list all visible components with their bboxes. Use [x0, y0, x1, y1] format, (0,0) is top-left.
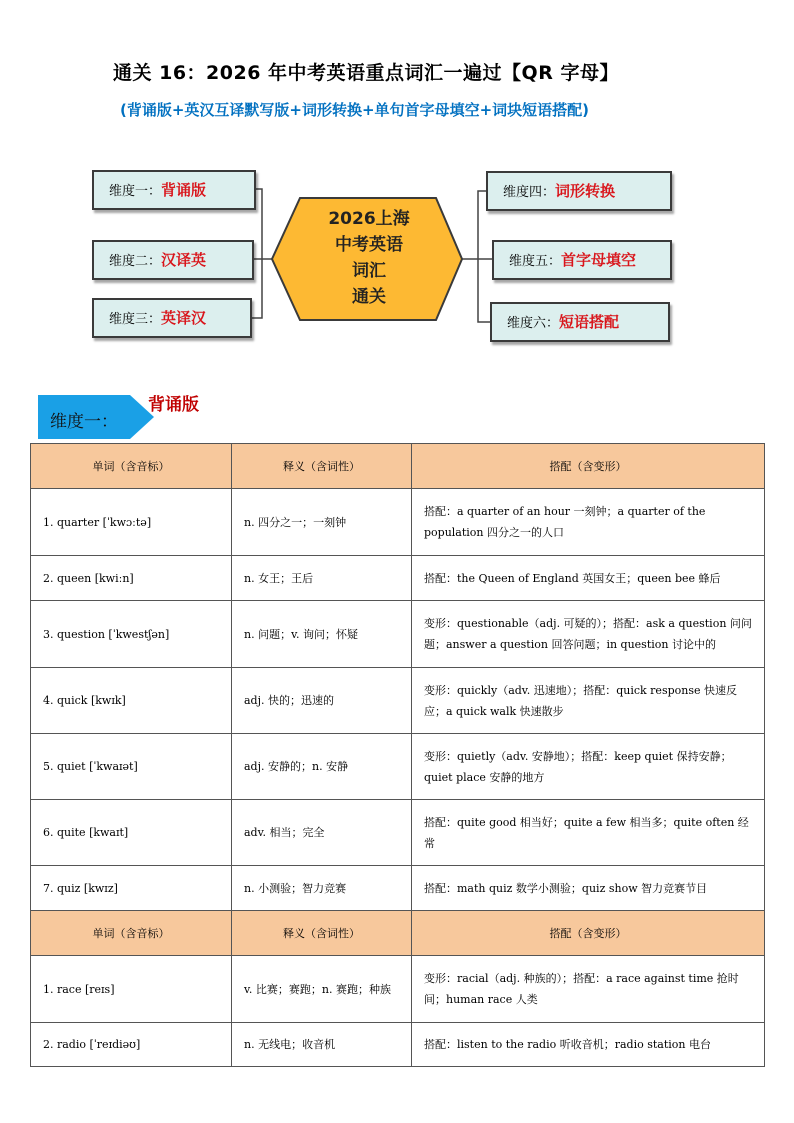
vocab-table: [30, 443, 765, 1067]
collocation-cell: 变形：racial（adj. 种族的）；搭配：a race against time 抢时间；human race 人类: [412, 956, 765, 1023]
header-meaning: 释义（含词性）: [232, 444, 412, 489]
word-cell: 7. quiz [kwɪz]: [31, 866, 232, 911]
collocation-cell: 变形：questionable（adj. 可疑的）；搭配：ask a question 问问题；answer a question 回答问题；in question 讨论中的: [412, 601, 765, 668]
dimension-label: 维度五：: [509, 254, 562, 269]
section-tag-label: 维度一：: [50, 412, 118, 432]
table-row: [31, 800, 765, 866]
section-name: 背诵版: [148, 395, 199, 415]
table-row: [31, 489, 765, 556]
meaning-cell: adv. 相当；完全: [232, 800, 412, 866]
dimension-label: 维度二：: [109, 254, 162, 269]
word-cell: 5. quiet [ˈkwaɪət]: [31, 734, 232, 800]
collocation-cell: 变形：quietly（adv. 安静地）；搭配：keep quiet 保持安静；quiet place 安静的地方: [412, 734, 765, 800]
word-cell: 1. race [reɪs]: [31, 956, 232, 1023]
table-row: [31, 1023, 765, 1067]
header-word: 单词（含音标）: [31, 444, 232, 489]
meaning-cell: v. 比赛；赛跑；n. 赛跑；种族: [232, 956, 412, 1023]
center-line-1: 2026上海: [328, 209, 410, 229]
header-collocation: 搭配（含变形）: [412, 911, 765, 956]
dimension-box-5: [492, 240, 672, 280]
table-header-row: [31, 444, 765, 489]
table-row: [31, 734, 765, 800]
dimension-name: 背诵版: [161, 181, 207, 199]
word-cell: 3. question [ˈkwestʃən]: [31, 601, 232, 668]
table-header-row: [31, 911, 765, 956]
document-title: 通关 16：2026 年中考英语重点词汇一遍过【QR 字母】: [113, 62, 619, 84]
collocation-cell: 搭配：math quiz 数学小测验；quiz show 智力竞赛节目: [412, 866, 765, 911]
center-line-2: 中考英语: [335, 235, 403, 255]
dimension-box-1: [92, 170, 256, 210]
header-meaning: 释义（含词性）: [232, 911, 412, 956]
center-line-3: 词汇: [352, 261, 386, 281]
table-row: [31, 601, 765, 668]
collocation-cell: 搭配：a quarter of an hour 一刻钟；a quarter of the population 四分之一的人口: [412, 489, 765, 556]
word-cell: 6. quite [kwaɪt]: [31, 800, 232, 866]
dimension-label: 维度一：: [109, 184, 162, 199]
word-cell: 4. quick [kwɪk]: [31, 668, 232, 734]
word-cell: 2. radio [ˈreɪdiəʊ]: [31, 1023, 232, 1067]
dimension-box-2: [92, 240, 254, 280]
table-row: [31, 956, 765, 1023]
meaning-cell: n. 小测验；智力竞赛: [232, 866, 412, 911]
center-line-4: 通关: [352, 287, 386, 307]
dimension-name: 汉译英: [161, 251, 207, 269]
table-row: [31, 668, 765, 734]
dimension-name: 短语搭配: [559, 313, 620, 331]
document-subtitle: (背诵版+英汉互译默写版+词形转换+单句首字母填空+词块短语搭配): [120, 101, 589, 119]
dimension-box-3: [92, 298, 252, 338]
dimension-name: 词形转换: [555, 182, 616, 200]
word-cell: 1. quarter [ˈkwɔːtə]: [31, 489, 232, 556]
collocation-cell: 搭配：quite good 相当好；quite a few 相当多；quite often 经常: [412, 800, 765, 866]
header-word: 单词（含音标）: [31, 911, 232, 956]
table-row: [31, 866, 765, 911]
dimension-name: 英译汉: [161, 309, 207, 327]
meaning-cell: n. 无线电；收音机: [232, 1023, 412, 1067]
dimension-name: 首字母填空: [561, 251, 637, 269]
word-cell: 2. queen [kwiːn]: [31, 556, 232, 601]
dimension-label: 维度三：: [109, 312, 162, 327]
collocation-cell: 搭配：the Queen of England 英国女王；queen bee 蜂后: [412, 556, 765, 601]
meaning-cell: adj. 安静的；n. 安静: [232, 734, 412, 800]
collocation-cell: 变形：quickly（adv. 迅速地）；搭配：quick response 快速反应；a quick walk 快速散步: [412, 668, 765, 734]
dimension-label: 维度六：: [507, 316, 560, 331]
dimension-box-4: [486, 171, 672, 211]
meaning-cell: n. 女王；王后: [232, 556, 412, 601]
header-collocation: 搭配（含变形）: [412, 444, 765, 489]
dimension-box-6: [490, 302, 670, 342]
dimension-label: 维度四：: [503, 185, 556, 200]
meaning-cell: n. 问题；v. 询问；怀疑: [232, 601, 412, 668]
meaning-cell: n. 四分之一；一刻钟: [232, 489, 412, 556]
center-hexagon-text: [285, 206, 453, 310]
collocation-cell: 搭配：listen to the radio 听收音机；radio station 电台: [412, 1023, 765, 1067]
table-row: [31, 556, 765, 601]
meaning-cell: adj. 快的；迅速的: [232, 668, 412, 734]
